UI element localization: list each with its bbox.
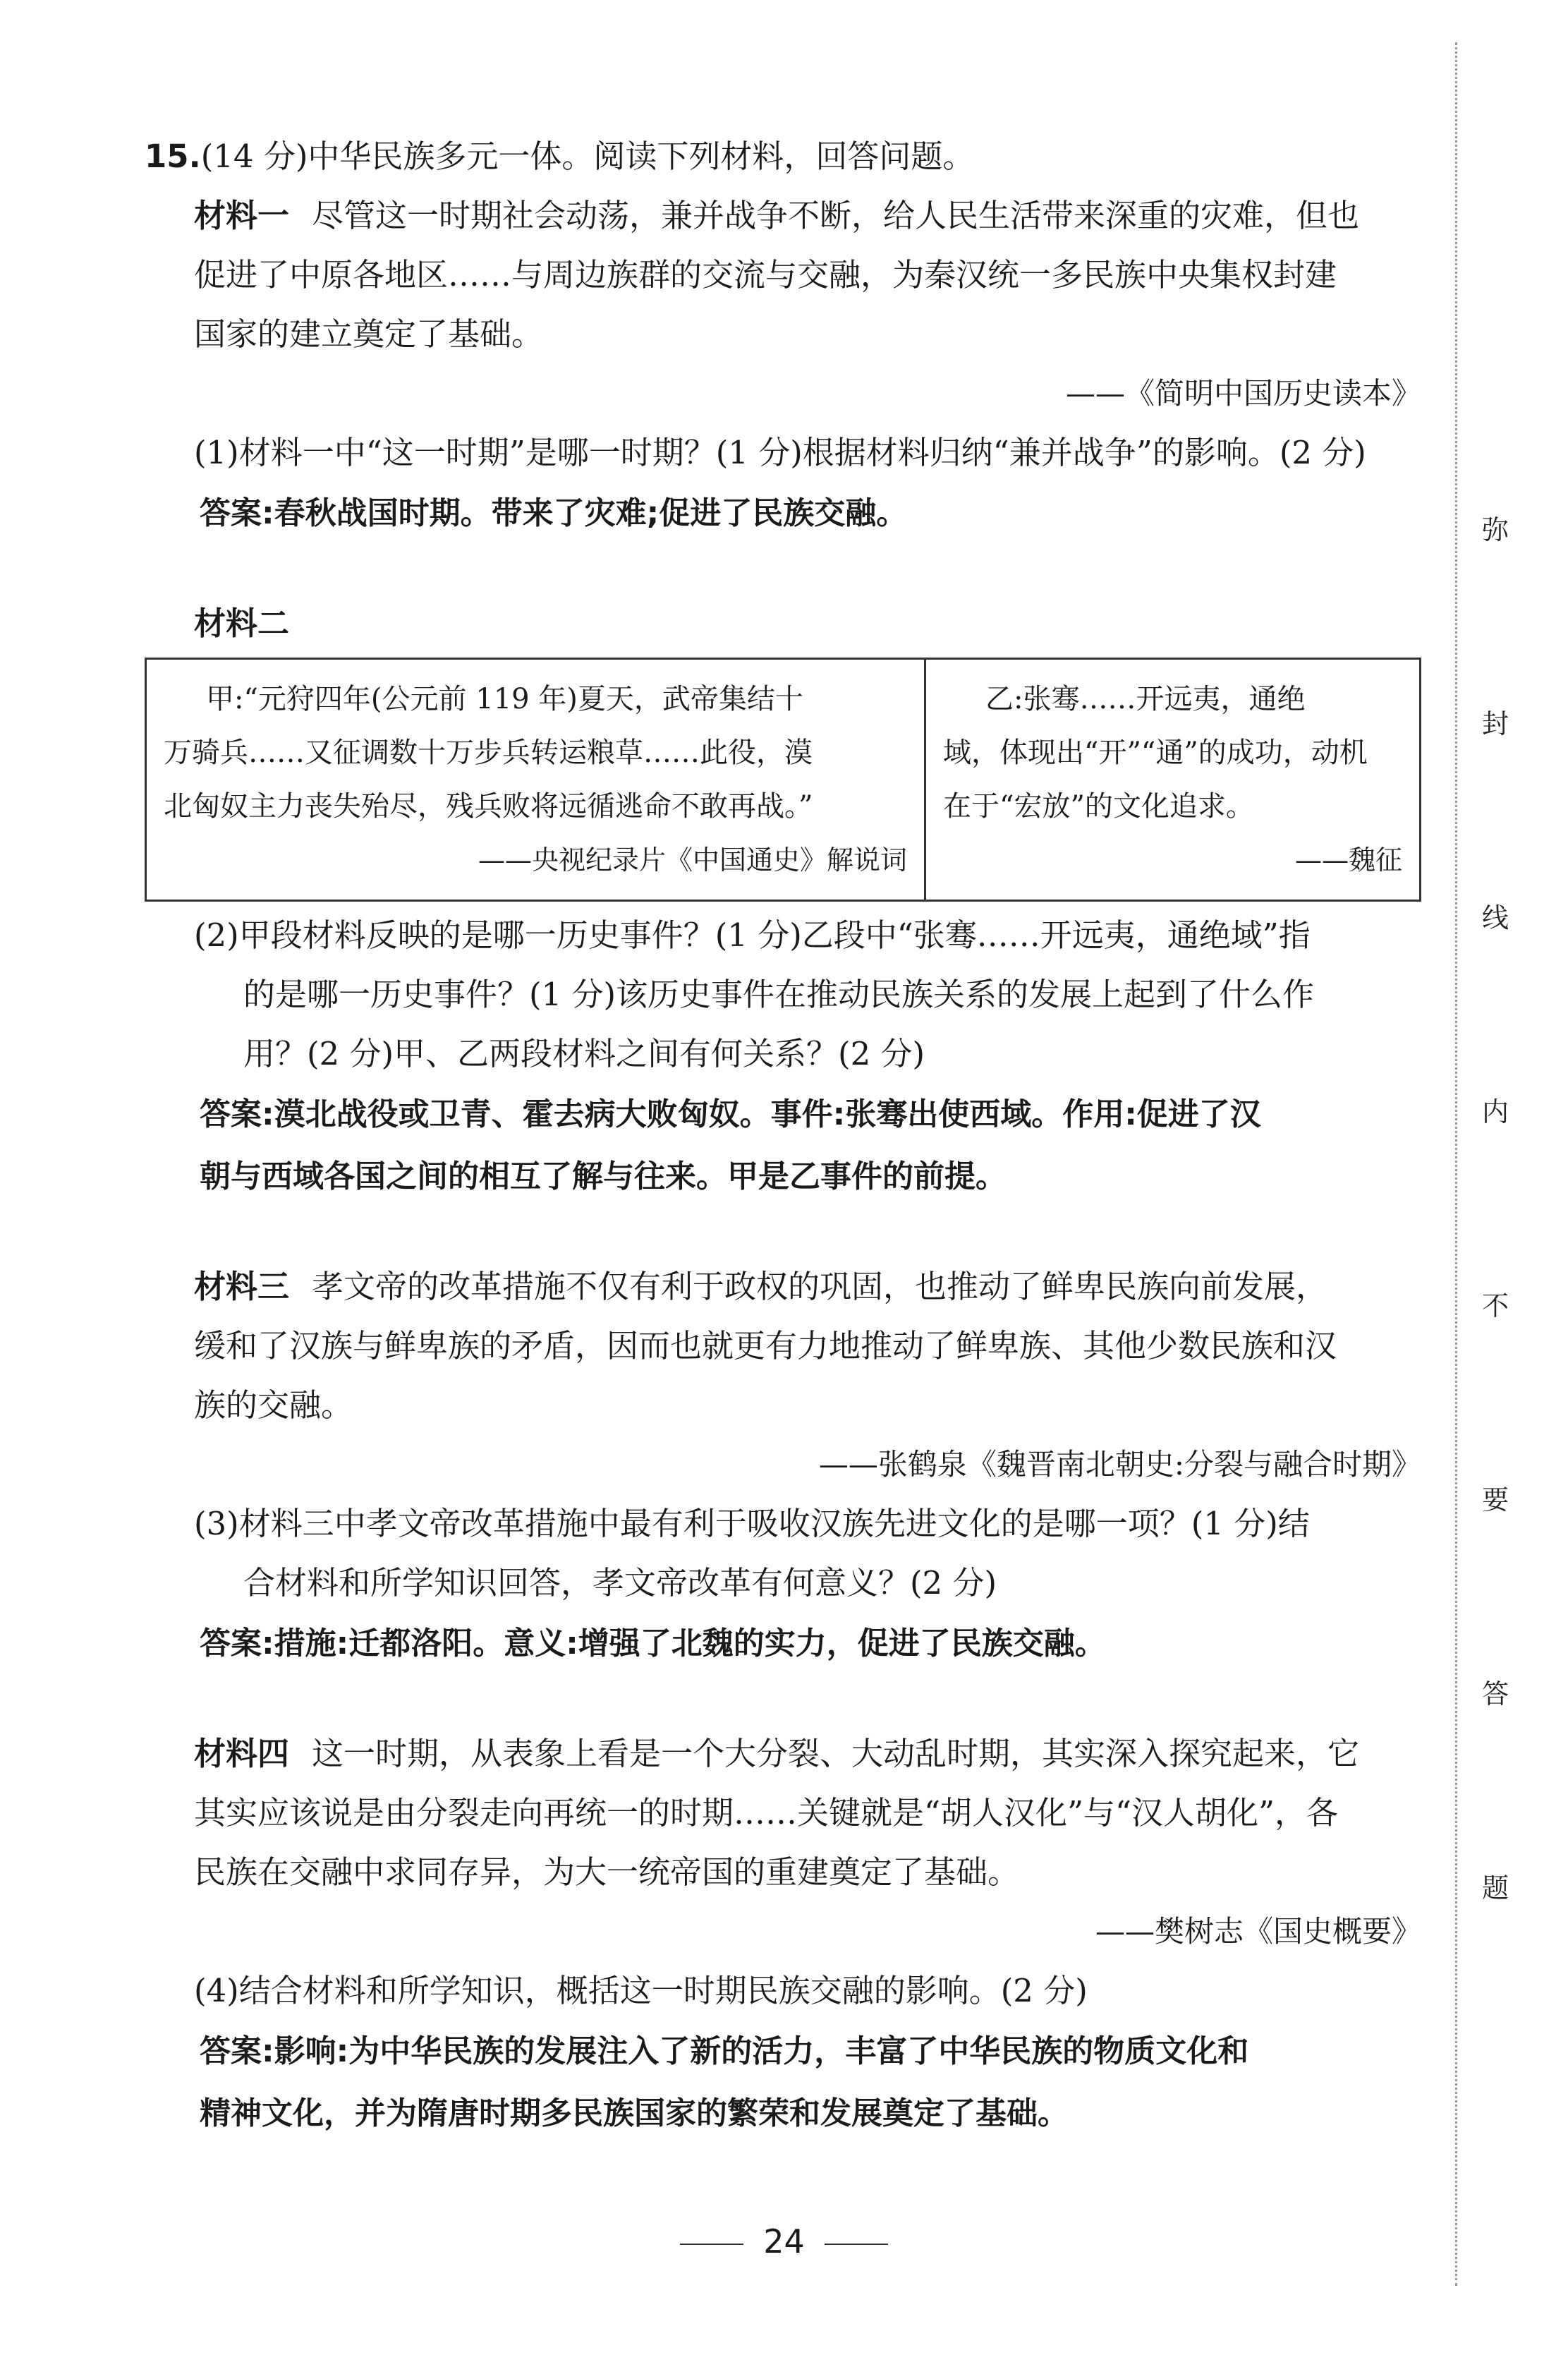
material-cell-jia [147,660,926,900]
seal-char: 要 [1481,1484,1509,1515]
material-text: 北匈奴主力丧失殆尽，残兵败将远循逃命不敢再战。” [164,790,813,823]
material-text: 尽管这一时期社会动荡，兼并战争不断，给人民生活带来深重的灾难，但也 [312,197,1360,234]
answer-line: 精神文化，并为隋唐时期多民族国家的繁荣和发展奠定了基础。 [200,2095,1069,2131]
material-table [145,658,1421,902]
material-label: 材料三 [194,1268,290,1305]
material-line [145,186,1421,246]
material-text: 甲:“元狩四年(公元前 119 年)夏天，武帝集结十 [206,683,803,715]
seal-char: 内 [1481,1096,1509,1127]
answer-line: 朝与西域各国之间的相互了解与往来。甲是乙事件的前提。 [200,1158,1007,1194]
answer-line: 答案:影响:为中华民族的发展注入了新的活力，丰富了中华民族的物质文化和 [200,2033,1249,2069]
question-content [145,127,1421,2145]
sub-question: 合材料和所学知识回答，孝文帝改革有何意义？(2 分) [243,1564,997,1602]
seal-char: 题 [1481,1872,1509,1903]
material-source: ——张鹤泉《魏晋南北朝史:分裂与融合时期》 [818,1447,1421,1482]
material-text: 这一时期，从表象上看是一个大分裂、大动乱时期，其实深入探究起来，它 [312,1735,1360,1772]
spacer [145,1675,1421,1724]
seal-char: 弥 [1481,514,1509,545]
sub-question: (2)甲段材料反映的是哪一历史事件？(1 分)乙段中“张骞……开远夷，通绝域”指 [194,916,1311,954]
answer-line: 答案:春秋战国时期。带来了灾难;促进了民族交融。 [200,495,908,531]
material-text: 乙:张骞……开远夷，通绝 [985,683,1306,715]
material-label: 材料四 [194,1735,290,1772]
seal-char: 线 [1481,902,1509,933]
seal-line [1455,42,1457,2286]
material-source: ——央视纪录片《中国通史》解说词 [478,845,907,876]
page-number: 24 [763,2222,805,2260]
sub-question: (3)材料三中孝文帝改革措施中最有利于吸收汉族先进文化的是哪一项？(1 分)结 [194,1505,1310,1542]
page-footer [0,2222,1568,2260]
material-line: 族的交融。 [194,1386,353,1424]
material-text: 在于“宏放”的文化追求。 [943,790,1254,823]
question-title: (14 分)中华民族多元一体。阅读下列材料，回答问题。 [200,138,975,175]
sub-question: 用？(2 分)甲、乙两段材料之间有何关系？(2 分) [243,1035,925,1072]
question-number: 15. [145,138,201,175]
material-line: 缓和了汉族与鲜卑族的矛盾，因而也就更有力地推动了鲜卑族、其他少数民族和汉 [194,1327,1337,1364]
material-cell-yi [926,660,1419,900]
question-header [145,127,1421,186]
material-line: 其实应该说是由分裂走向再统一的时期……关键就是“胡人汉化”与“汉人胡化”，各 [194,1794,1339,1832]
material-line: 国家的建立奠定了基础。 [194,315,544,353]
sub-question: (4)结合材料和所学知识，概括这一时期民族交融的影响。(2 分) [194,1972,1088,2009]
spacer [145,1208,1421,1257]
material-text: 万骑兵……又征调数十万步兵转运粮草……此役，漠 [164,737,813,769]
material-label: 材料二 [194,605,290,642]
seal-char: 答 [1481,1678,1509,1709]
material-line: 民族在交融中求同存异，为大一统帝国的重建奠定了基础。 [194,1853,1020,1891]
material-label: 材料一 [194,197,290,234]
material-text: 域，体现出“开”“通”的成功，动机 [943,737,1368,769]
footer-rule [825,2244,888,2245]
material-source: ——樊树志《国史概要》 [1095,1914,1421,1949]
footer-rule [680,2244,743,2245]
sub-question: (1)材料一中“这一时期”是哪一时期？(1 分)根据材料归纳“兼并战争”的影响。(2 分) [194,434,1366,471]
material-source: ——魏征 [1294,845,1402,876]
seal-char: 封 [1481,708,1509,739]
seal-char: 不 [1481,1290,1509,1321]
answer-line: 答案:漠北战役或卫青、霍去病大败匈奴。事件:张骞出使西域。作用:促进了汉 [200,1096,1261,1132]
sub-question: 的是哪一历史事件？(1 分)该历史事件在推动民族关系的发展上起到了什么作 [243,976,1315,1013]
material-source: ——《简明中国历史读本》 [1065,376,1421,411]
answer-line: 答案:措施:迁都洛阳。意义:增强了北魏的实力，促进了民族交融。 [200,1626,1106,1661]
material-line [145,1724,1421,1784]
material-text: 孝文帝的改革措施不仅有利于政权的巩固，也推动了鲜卑民族向前发展， [312,1268,1328,1305]
spacer [145,545,1421,594]
material-line: 促进了中原各地区……与周边族群的交流与交融，为秦汉统一多民族中央集权封建 [194,256,1337,293]
material-line [145,1257,1421,1316]
